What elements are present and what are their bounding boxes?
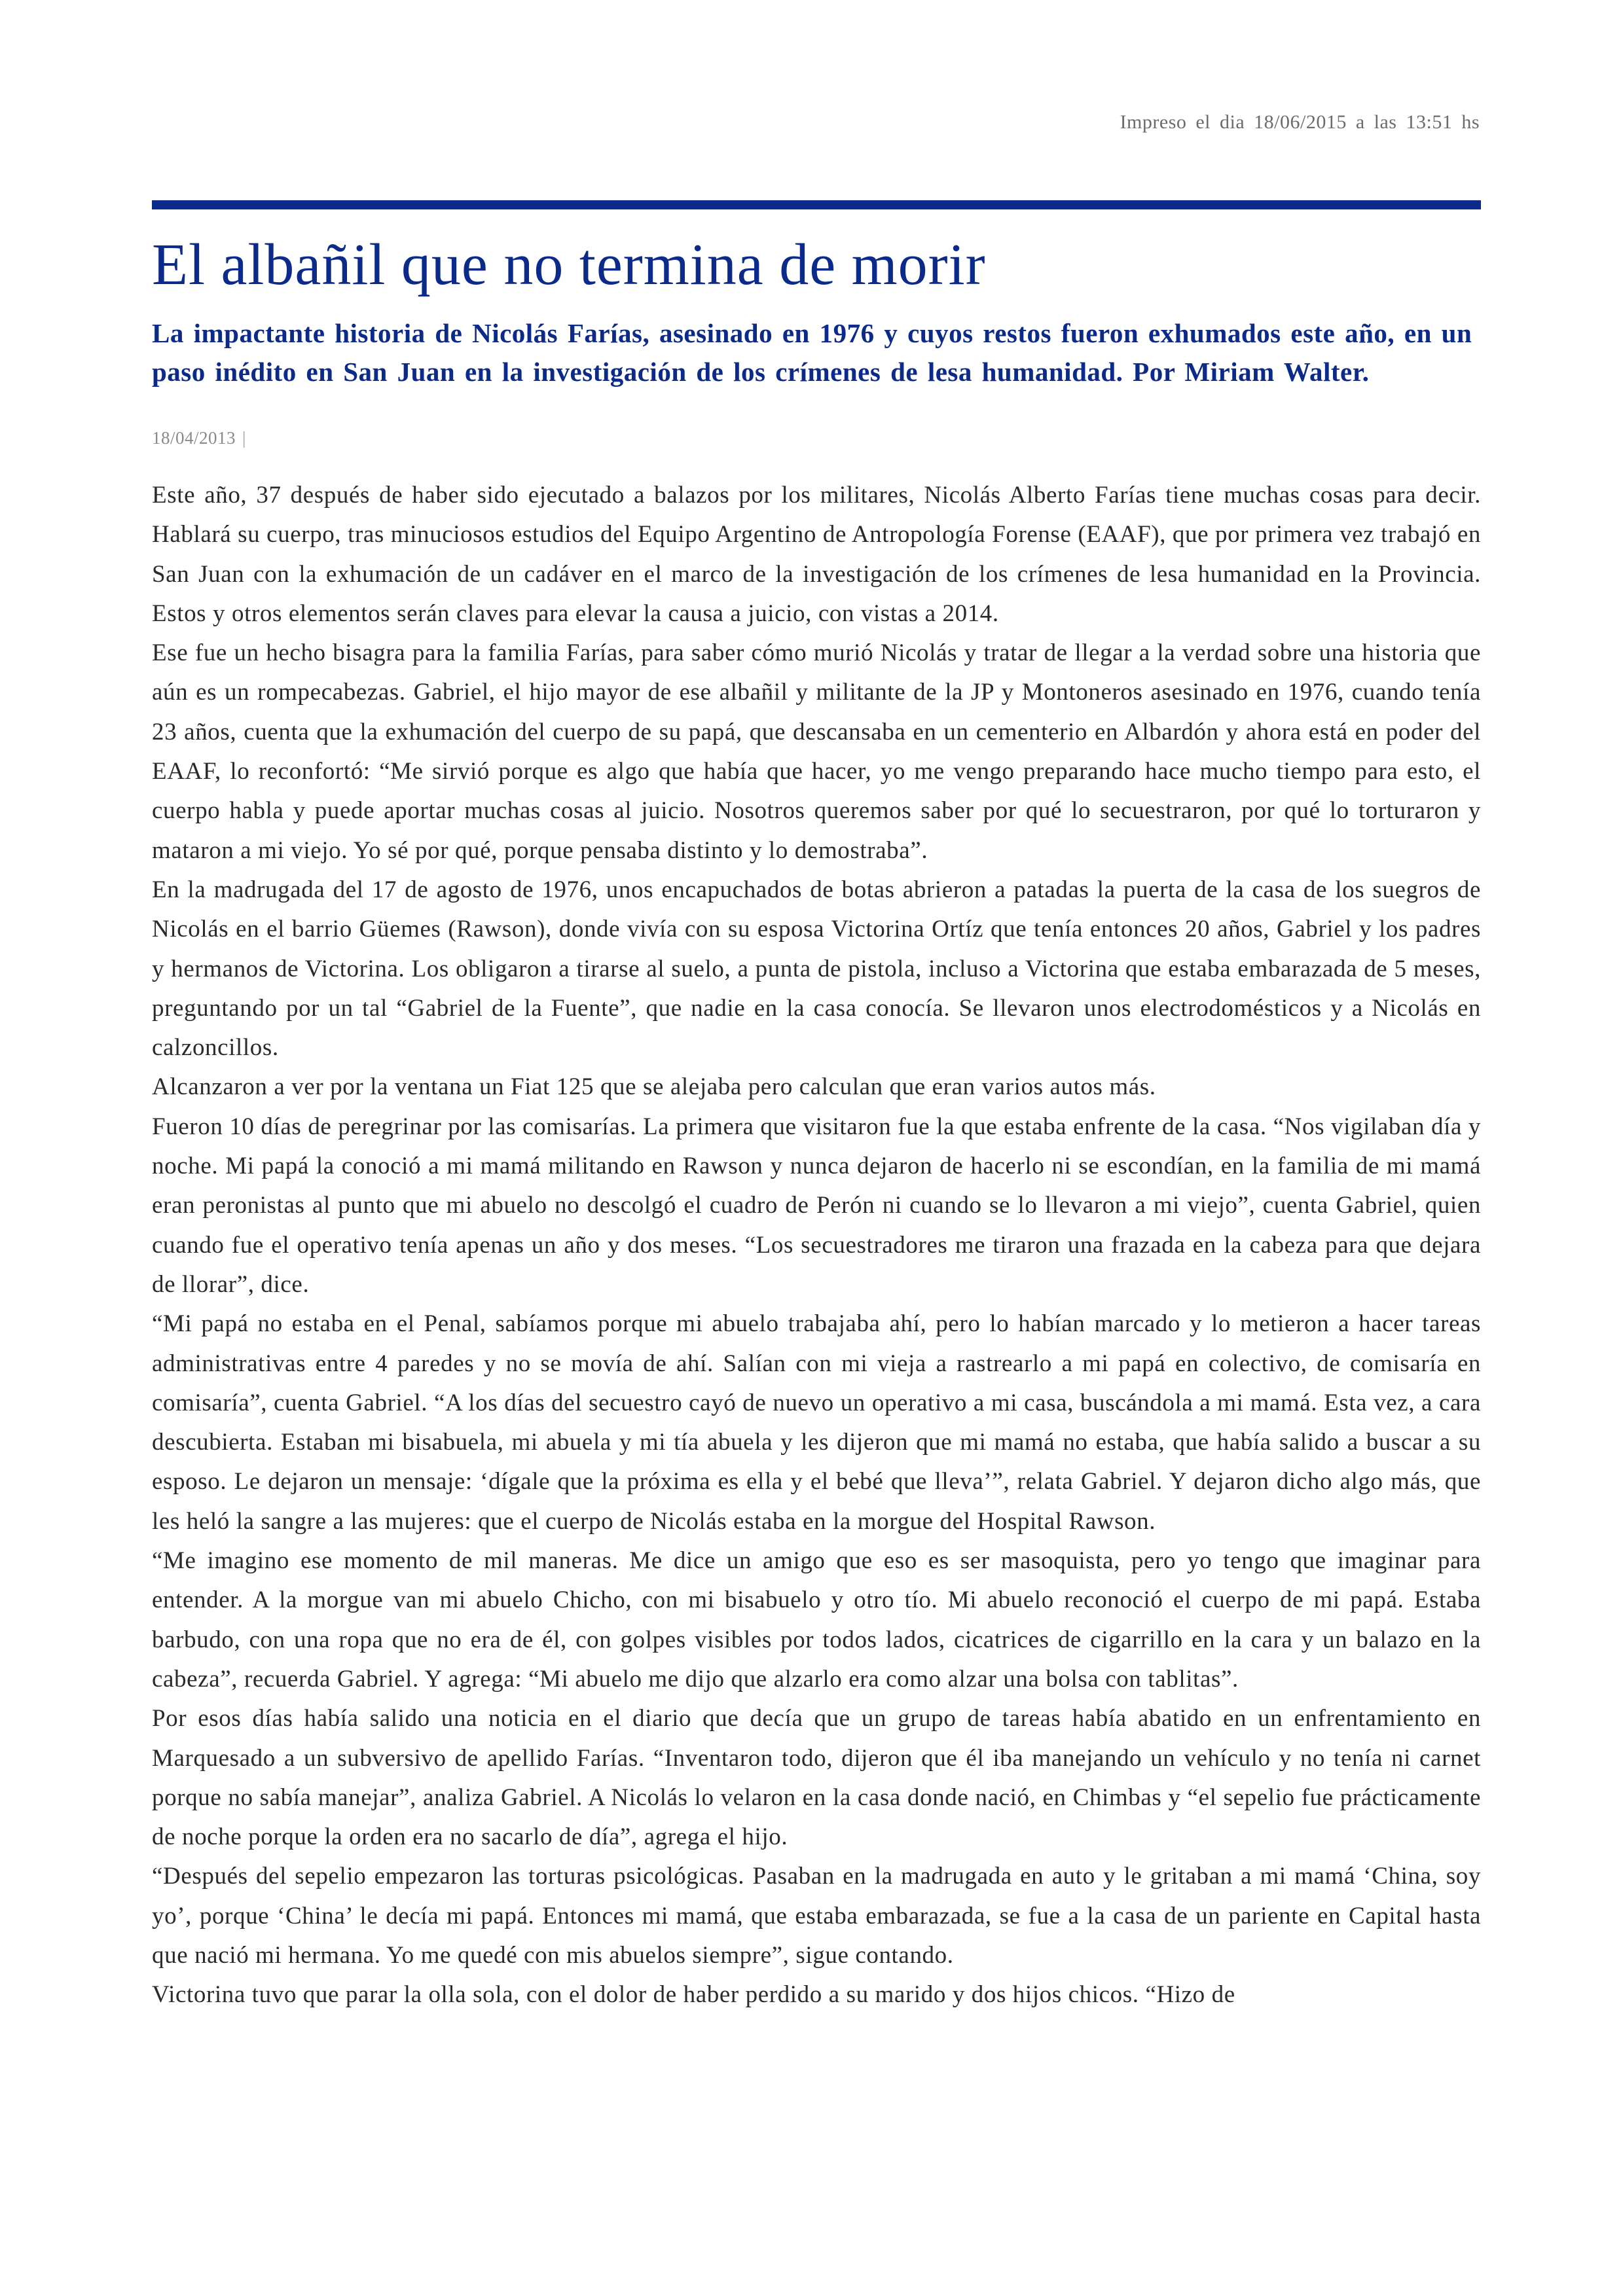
header-rule — [152, 200, 1481, 209]
article-subtitle: La impactante historia de Nicolás Farías, asesinado en 1976 y cuyos restos fueron exhumados este año, en un paso inédito en San Juan en la investigación de los crímenes de lesa humanidad. Por Miriam Walter. — [152, 318, 1472, 387]
paragraph: Victorina tuvo que parar la olla sola, con el dolor de haber perdido a su marido y dos hijos chicos. “Hizo de — [152, 1981, 1235, 2009]
paragraph: “Me imagino ese momento de mil maneras. Me dice un amigo que eso es ser masoquista, pero yo tengo que imaginar para entender. A la morgue van mi abuelo Chicho, con mi bisabuelo y otro tío. Mi abuelo reconoció el cuerpo de mi papá. Estaba barbudo, con una ropa que no era de él, con golpes visibles por todos lados, cicatrices de cigarrillo en la cara y un balazo en la cabeza”, recuerda Gabriel. Y agrega: “Mi abuelo me dijo que alzarlo era como alzar una bolsa con tablitas”. — [152, 1547, 1481, 1693]
paragraph: “Después del sepelio empezaron las torturas psicológicas. Pasaban en la madrugada en auto y le gritaban a mi mamá ‘China, soy yo’, porque ‘China’ le decía mi papá. Entonces mi mamá, que estaba embarazada, se fue a la casa de un pariente en Capital hasta que nació mi hermana. Yo me quedé con mis abuelos siempre”, sigue contando. — [152, 1863, 1481, 1969]
meta-separator: | — [242, 428, 246, 448]
paragraph: Alcanzaron a ver por la ventana un Fiat 125 que se alejaba pero calculan que eran varios autos más. — [152, 1073, 1156, 1101]
paragraph: En la madrugada del 17 de agosto de 1976, unos encapuchados de botas abrieron a patadas la puerta de la casa de los suegros de Nicolás en el barrio Güemes (Rawson), donde vivía con su esposa Victorina Ortíz que tenía entonces 20 años, Gabriel y los padres y hermanos de Victorina. Los obligaron a tirarse al suelo, a punta de pistola, incluso a Victorina que estaba embarazada de 5 meses, preguntando por un tal “Gabriel de la Fuente”, que nadie en la casa conocía. Se llevaron unos electrodomésticos y a Nicolás en calzoncillos. — [152, 876, 1481, 1062]
article-meta — [152, 428, 1481, 448]
paragraph: Por esos días había salido una noticia en el diario que decía que un grupo de tareas había abatido en un enfrentamiento en Marquesado a un subversivo de apellido Farías. “Inventaron todo, dijeron que él iba manejando un vehículo y no tenía ni carnet porque no sabía manejar”, analiza Gabriel. A Nicolás lo velaron en la casa donde nació, en Chimbas y “el sepelio fue prácticamente de noche porque la orden era no sacarlo de día”, agrega el hijo. — [152, 1705, 1481, 1851]
paragraph: Fueron 10 días de peregrinar por las comisarías. La primera que visitaron fue la que estaba enfrente de la casa. “Nos vigilaban día y noche. Mi papá la conoció a mi mamá militando en Rawson y nunca dejaron de hacerlo ni se escondían, en la familia de mi mamá eran peronistas al punto que mi abuelo no descolgó el cuadro de Perón ni cuando se lo llevaron a mi viejo”, cuenta Gabriel, quien cuando fue el operativo tenía apenas un año y dos meses. “Los secuestradores me tiraron una frazada en la cabeza para que dejara de llorar”, dice. — [152, 1113, 1481, 1298]
paragraph: Este año, 37 después de haber sido ejecutado a balazos por los militares, Nicolás Alberto Farías tiene muchas cosas para decir. Hablará su cuerpo, tras minuciosos estudios del Equipo Argentino de Antropología Forense (EAAF), que por primera vez trabajó en San Juan con la exhumación de un cadáver en el marco de la investigación de los crímenes de lesa humanidad en la Provincia. Estos y otros elementos serán claves para elevar la causa a juicio, con vistas a 2014. — [152, 482, 1481, 627]
paragraph: “Mi papá no estaba en el Penal, sabíamos porque mi abuelo trabajaba ahí, pero lo habían marcado y lo metieron a hacer tareas administrativas entre 4 paredes y no se movía de ahí. Salían con mi vieja a rastrearlo a mi papá en colectivo, de comisaría en comisaría”, cuenta Gabriel. “A los días del secuestro cayó de nuevo un operativo a mi casa, buscándola a mi mamá. Esta vez, a cara descubierta. Estaban mi bisabuela, mi abuela y mi tía abuela y les dijeron que mi mamá no estaba, que había salido a buscar a su esposo. Le dejaron un mensaje: ‘dígale que la próxima es ella y el bebé que lleva’”, relata Gabriel. Y dejaron dicho algo más, que les heló la sangre a las mujeres: que el cuerpo de Nicolás estaba en la morgue del Hospital Rawson. — [152, 1310, 1481, 1535]
article-title: El albañil que no termina de morir — [152, 232, 986, 297]
article-body — [152, 476, 1481, 2015]
article — [152, 223, 1481, 2015]
paragraph: Ese fue un hecho bisagra para la familia Farías, para saber cómo murió Nicolás y tratar de llegar a la verdad sobre una historia que aún es un rompecabezas. Gabriel, el hijo mayor de ese albañil y militante de la JP y Montoneros asesinado en 1976, cuando tenía 23 años, cuenta que la exhumación del cuerpo de su papá, que descansaba en un cementerio en Albardón y ahora está en poder del EAAF, lo reconfortó: “Me sirvió porque es algo que había que hacer, yo me vengo preparando hace mucho tiempo para esto, el cuerpo habla y puede aportar muchas cosas al juicio. Nosotros queremos saber por qué lo secuestraron, por qué lo torturaron y mataron a mi viejo. Yo sé por qué, porque pensaba distinto y lo demostraba”. — [152, 639, 1481, 864]
print-timestamp: Impreso el dia 18/06/2015 a las 13:51 hs — [1120, 111, 1480, 133]
publish-date: 18/04/2013 — [152, 428, 236, 448]
